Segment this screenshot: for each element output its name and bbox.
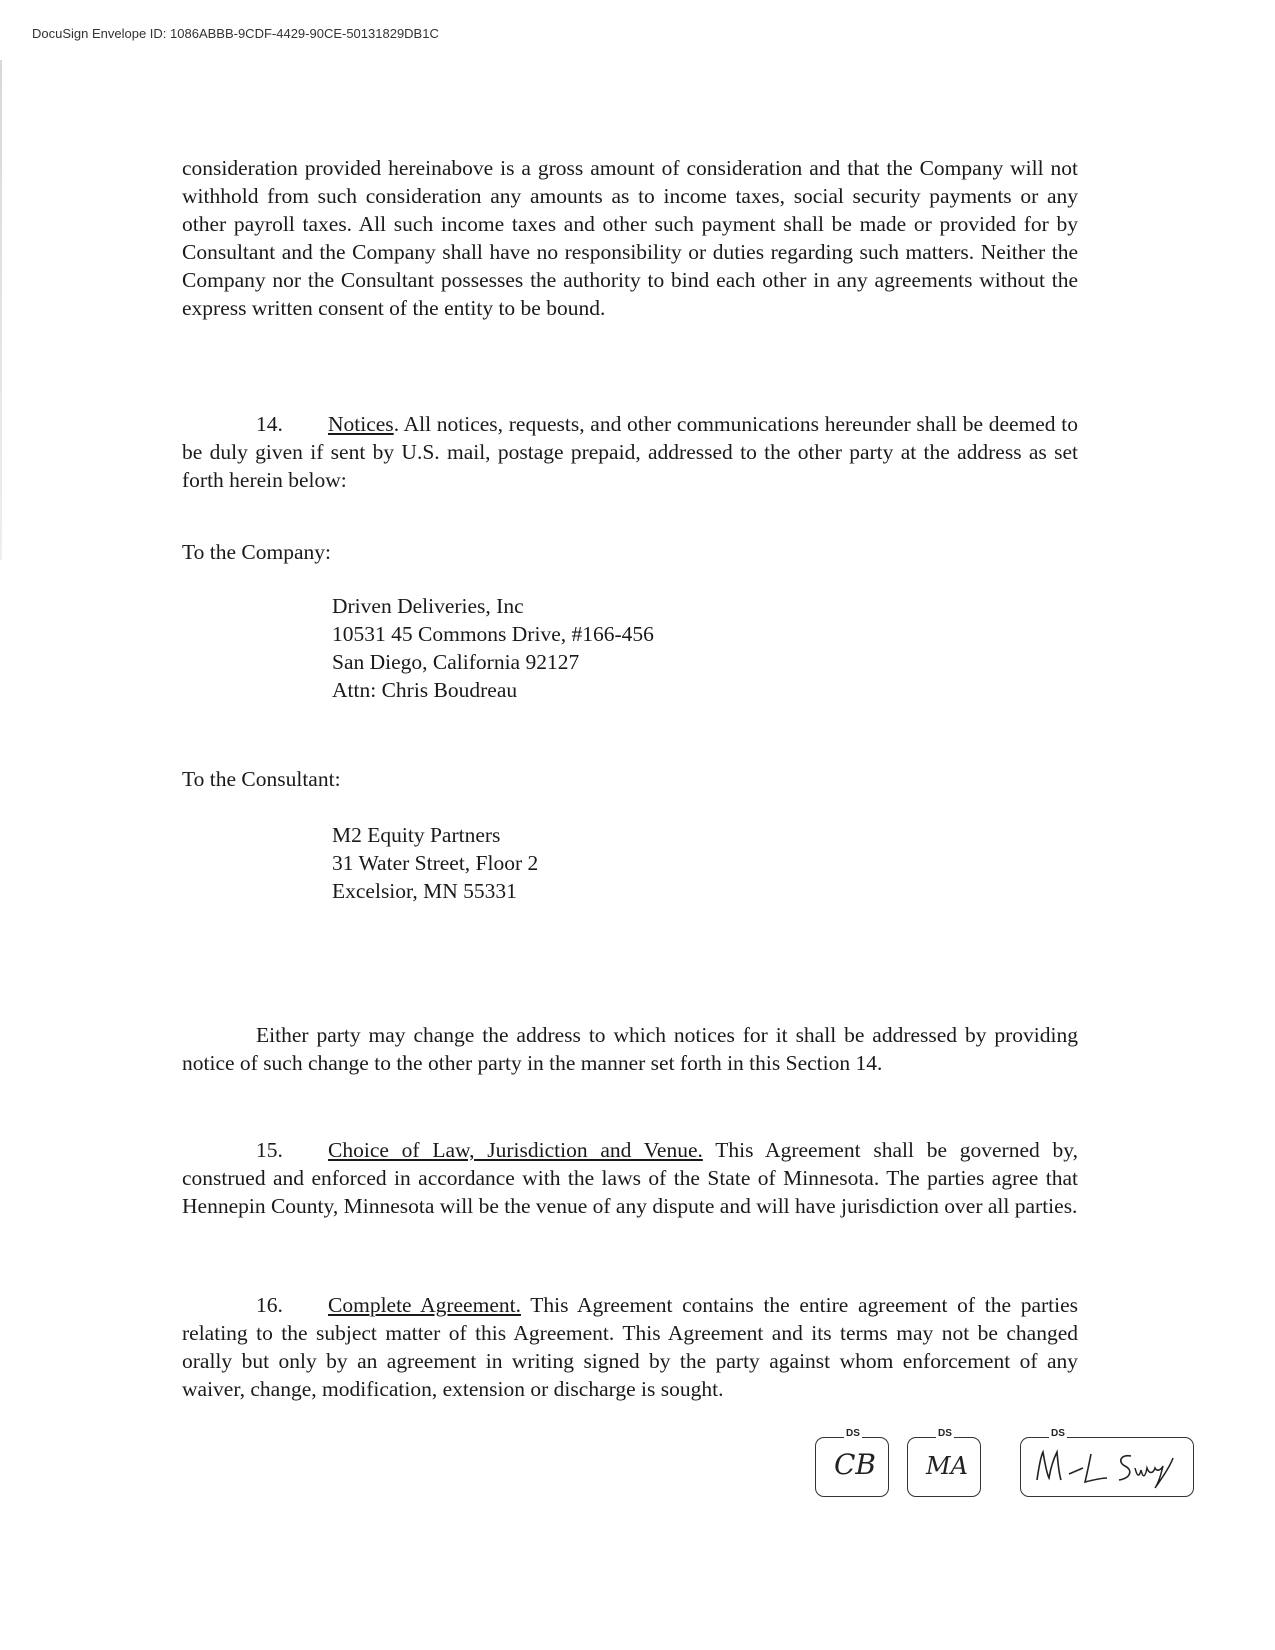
initials-box-signature xyxy=(1020,1428,1194,1497)
section-text: This Agreement contains the entire agreement of the parties relating to the subject matter of this Agreement. This Agreement and its terms may not be changed orally but only by an agreement in writing signed by the party against whom enforcement of any waiver, change, modification, extension or discharge is sought. xyxy=(182,1293,1079,1401)
docusign-tag: DS xyxy=(938,1428,952,1439)
company-address xyxy=(332,592,1228,704)
to-company-label: To the Company: xyxy=(182,540,331,564)
section-16-complete-agreement xyxy=(182,1291,1078,1403)
initials-box-ma xyxy=(907,1428,981,1497)
section-number: 16. xyxy=(256,1293,283,1317)
envelope-id: DocuSign Envelope ID: 1086ABBB-9CDF-4429-90CE-50131829DB1C xyxy=(32,26,439,41)
section-text: This Agreement shall be governed by, construed and enforced in accordance with the laws of the State of Minnesota. The parties agree that Hennepin County, Minnesota will be the venue of any dispute and will have jurisdiction over all parties. xyxy=(182,1138,1078,1218)
initials-text: CB xyxy=(834,1448,876,1481)
section-number: 14. xyxy=(256,412,283,436)
address-line: Excelsior, MN 55331 xyxy=(332,879,517,903)
section-text: . All notices, requests, and other communications hereunder shall be deemed to be duly given if sent by U.S. mail, postage prepaid, addressed to the other party at the address as set forth herein below: xyxy=(182,412,1078,492)
section-title: Choice of Law, Jurisdiction and Venue. xyxy=(328,1138,703,1162)
handwritten-signature-icon xyxy=(1033,1444,1183,1490)
address-line: 10531 45 Commons Drive, #166-456 xyxy=(332,622,654,646)
address-line: Driven Deliveries, Inc xyxy=(332,594,524,618)
section-number: 15. xyxy=(256,1138,283,1162)
to-consultant-label: To the Consultant: xyxy=(182,767,341,791)
consultant-address xyxy=(332,821,1228,905)
section-title: Complete Agreement. xyxy=(328,1293,521,1317)
section-15-choice-of-law xyxy=(182,1136,1078,1220)
section-14-notices xyxy=(182,410,1078,494)
address-line: M2 Equity Partners xyxy=(332,823,501,847)
docusign-tag: DS xyxy=(1051,1428,1065,1439)
docusign-tag: DS xyxy=(846,1428,860,1439)
address-line: San Diego, California 92127 xyxy=(332,650,580,674)
address-line: 31 Water Street, Floor 2 xyxy=(332,851,539,875)
paragraph-text: Either party may change the address to which notices for it shall be addressed by providing notice of such change to the other party in the manner set forth in this Section 14. xyxy=(182,1023,1078,1075)
section-title: Notices xyxy=(328,412,394,436)
paragraph-address-change xyxy=(182,1021,1078,1077)
paragraph-consideration: consideration provided hereinabove is a gross amount of consideration and that the Company will not withhold from such consideration any amounts as to income taxes, social security payments or any other payroll taxes. All such income taxes and other such payment shall be made or provided for by Consultant and the Company shall have no responsibility or duties regarding such matters. Neither the Company nor the Consultant possesses the authority to bind each other in any agreements without the express written consent of the entity to be bound. xyxy=(182,156,1078,320)
initials-text: MA xyxy=(926,1452,968,1480)
address-line: Attn: Chris Boudreau xyxy=(332,678,518,702)
page-edge-rule xyxy=(0,60,2,560)
initials-box-cb xyxy=(815,1428,889,1497)
